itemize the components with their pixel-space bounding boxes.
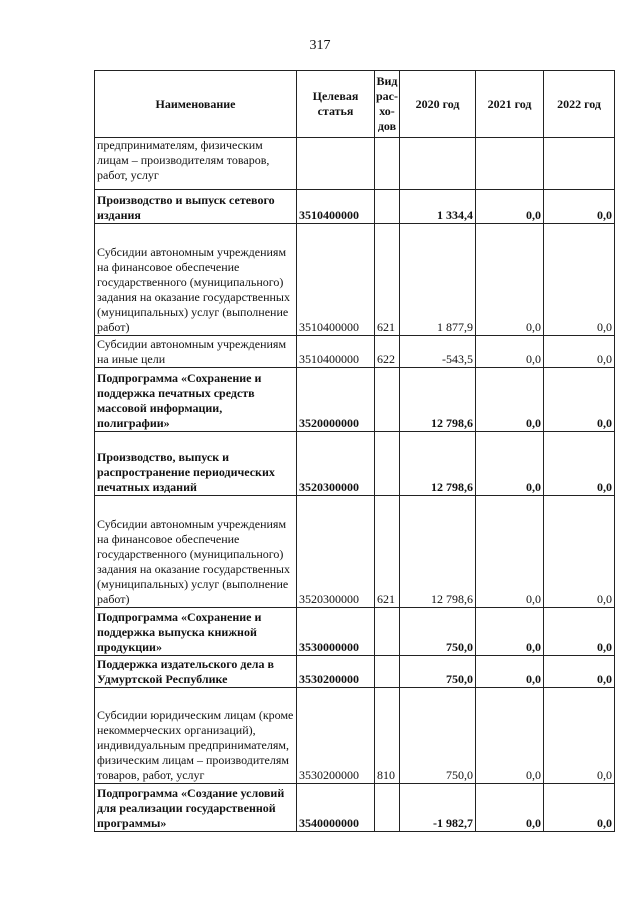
- row-2022-cell: 0,0: [544, 368, 615, 432]
- row-2021-cell: 0,0: [476, 496, 544, 608]
- row-type-cell: 621: [375, 224, 400, 336]
- row-type-cell: [375, 432, 400, 496]
- budget-table: [94, 70, 615, 832]
- row-code-cell: 3530000000: [297, 608, 375, 656]
- row-2022-cell: [544, 138, 615, 190]
- row-2021-cell: 0,0: [476, 688, 544, 784]
- row-type-cell: [375, 190, 400, 224]
- row-2022-cell: 0,0: [544, 608, 615, 656]
- row-2021-cell: 0,0: [476, 224, 544, 336]
- row-2021-cell: 0,0: [476, 656, 544, 688]
- row-2021-cell: 0,0: [476, 368, 544, 432]
- header-type: Вид рас-хо-дов: [375, 71, 400, 138]
- row-2021-cell: 0,0: [476, 784, 544, 832]
- row-type-cell: 621: [375, 496, 400, 608]
- row-2020-cell: 12 798,6: [400, 368, 476, 432]
- row-2022-cell: 0,0: [544, 336, 615, 368]
- header-2021: 2021 год: [476, 71, 544, 138]
- row-code-cell: 3510400000: [297, 224, 375, 336]
- row-2022-cell: 0,0: [544, 190, 615, 224]
- header-2022: 2022 год: [544, 71, 615, 138]
- row-code-cell: 3510400000: [297, 336, 375, 368]
- row-2020-cell: 12 798,6: [400, 432, 476, 496]
- table-row: [95, 138, 615, 190]
- row-name-cell: Производство и выпуск сетевого издания: [95, 190, 297, 224]
- row-2022-cell: 0,0: [544, 688, 615, 784]
- row-code-cell: 3520300000: [297, 496, 375, 608]
- row-2020-cell: -1 982,7: [400, 784, 476, 832]
- row-type-cell: 810: [375, 688, 400, 784]
- table-row: [95, 608, 615, 656]
- row-type-cell: [375, 656, 400, 688]
- row-2021-cell: [476, 138, 544, 190]
- header-code: Целевая статья: [297, 71, 375, 138]
- table-row: [95, 688, 615, 784]
- row-2021-cell: 0,0: [476, 432, 544, 496]
- row-2020-cell: 1 877,9: [400, 224, 476, 336]
- row-name-cell: Подпрограмма «Сохранение и поддержка выпуска книжной продукции»: [95, 608, 297, 656]
- row-name-cell: Поддержка издательского дела в Удмуртской Республике: [95, 656, 297, 688]
- table-row: [95, 784, 615, 832]
- row-type-cell: 622: [375, 336, 400, 368]
- row-2021-cell: 0,0: [476, 336, 544, 368]
- row-2022-cell: 0,0: [544, 784, 615, 832]
- row-2020-cell: 1 334,4: [400, 190, 476, 224]
- table-row: [95, 656, 615, 688]
- table-row: [95, 224, 615, 336]
- row-2020-cell: [400, 138, 476, 190]
- row-code-cell: 3520000000: [297, 368, 375, 432]
- row-name-cell: предпринимателям, физическим лицам – производителям товаров, работ, услуг: [95, 138, 297, 190]
- table-body: [95, 138, 615, 832]
- row-code-cell: [297, 138, 375, 190]
- table-row: [95, 368, 615, 432]
- row-2020-cell: 750,0: [400, 608, 476, 656]
- table-row: [95, 190, 615, 224]
- row-code-cell: 3520300000: [297, 432, 375, 496]
- table-row: [95, 432, 615, 496]
- row-2020-cell: -543,5: [400, 336, 476, 368]
- row-2021-cell: 0,0: [476, 608, 544, 656]
- row-2022-cell: 0,0: [544, 496, 615, 608]
- row-2020-cell: 12 798,6: [400, 496, 476, 608]
- table-row: [95, 496, 615, 608]
- row-2020-cell: 750,0: [400, 656, 476, 688]
- row-name-cell: Производство, выпуск и распространение периодических печатных изданий: [95, 432, 297, 496]
- header-2020: 2020 год: [400, 71, 476, 138]
- row-2020-cell: 750,0: [400, 688, 476, 784]
- row-code-cell: 3540000000: [297, 784, 375, 832]
- row-type-cell: [375, 368, 400, 432]
- row-2022-cell: 0,0: [544, 656, 615, 688]
- header-name: Наименование: [95, 71, 297, 138]
- table-row: [95, 336, 615, 368]
- row-2021-cell: 0,0: [476, 190, 544, 224]
- table-header-row: [95, 71, 615, 138]
- row-name-cell: Субсидии автономным учреждениям на финансовое обеспечение государственного (муниципального) задания на оказание государственных (муниципальных) услуг (выполнение работ): [95, 496, 297, 608]
- page-number: 317: [309, 38, 331, 53]
- row-name-cell: Подпрограмма «Создание условий для реализации государственной программы»: [95, 784, 297, 832]
- row-name-cell: Подпрограмма «Сохранение и поддержка печатных средств массовой информации, полиграфии»: [95, 368, 297, 432]
- row-2022-cell: 0,0: [544, 432, 615, 496]
- row-code-cell: 3530200000: [297, 688, 375, 784]
- row-type-cell: [375, 784, 400, 832]
- row-2022-cell: 0,0: [544, 224, 615, 336]
- row-code-cell: 3510400000: [297, 190, 375, 224]
- row-code-cell: 3530200000: [297, 656, 375, 688]
- row-type-cell: [375, 608, 400, 656]
- row-name-cell: Субсидии юридическим лицам (кроме некоммерческих организаций), индивидуальным предпринимателям, физическим лицам – производителям товаров, работ, услуг: [95, 688, 297, 784]
- row-type-cell: [375, 138, 400, 190]
- row-name-cell: Субсидии автономным учреждениям на финансовое обеспечение государственного (муниципального) задания на оказание государственных (муниципальных) услуг (выполнение работ): [95, 224, 297, 336]
- row-name-cell: Субсидии автономным учреждениям на иные цели: [95, 336, 297, 368]
